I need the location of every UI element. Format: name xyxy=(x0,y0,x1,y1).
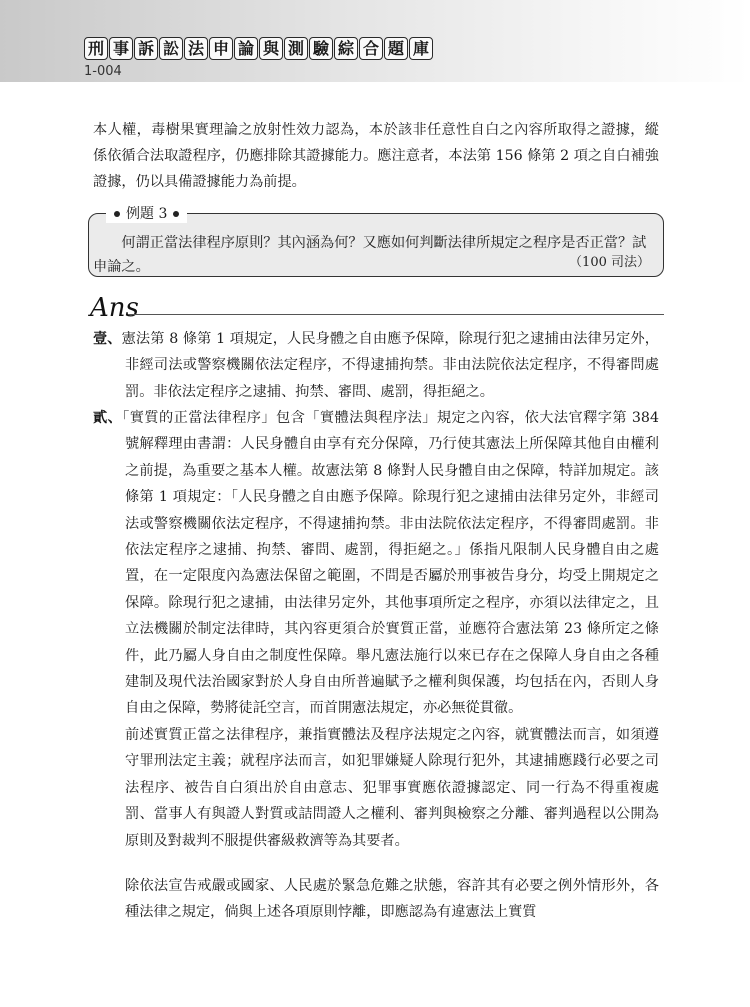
intro-paragraph: 本人權，毒樹果實理論之放射性效力認為，本於該非任意性自白之內容所取得之證據，縱係依循合法取證程序，仍應排除其證據能力。應注意者，本法第 156 條第 2 項之自白補強證據，仍以具備證據能力為前提。 xyxy=(93,122,659,190)
bullet-dot-icon xyxy=(114,211,120,217)
title-char: 測 xyxy=(284,37,308,60)
bullet-dot-icon xyxy=(173,211,179,217)
title-char: 綜 xyxy=(334,37,358,60)
item-text: 「實質的正當法律程序」包含「實體法與程序法」規定之內容，依大法官釋字第 384 號解釋理由書謂：人民身體自由享有充分保障，乃行使其憲法上所保障其他自由權利之前提，為重要之基本人權。故憲法第 8 條對人民身體自由之保障，特詳加規定。該條第 1 項規定：「人民身體之自由應予保障。除現行犯之逮捕由法律另定外，非經司法或警察機關依法定程序，不得逮捕拘禁。非由法院依法定程序，不得審問處罰。非依法定程序之逮捕、拘禁、審問、處罰，得拒絕之。」係指凡限制人民身體自由之處置，在一定限度內為憲法保留之範圍，不問是否屬於刑事被告身分，均受上開規定之保障。除現行犯之逮捕，由法律另定外，其他事項所定之程序，亦須以法律定之，且立法機關於制定法律時，其內容更須合於實質正當，並應符合憲法第 23 條所定之條件，此乃屬人身自由之制度性保障。舉凡憲法施行以來已存在之保障人身自由之各種建制及現代法治國家對於人身自由所普遍賦予之權利與保護，均包括在內，否則人身自由之保障，勢將徒託空言，而首開憲法規定，亦必無從貫徹。 xyxy=(122,410,659,717)
title-char: 題 xyxy=(384,37,408,60)
title-char: 事 xyxy=(109,37,133,60)
answer-paragraph: 前述實質正當之法律程序，兼指實體法及程序法規定之內容，就實體法而言，如須遵守罪刑法定主義；就程序法而言，如犯罪嫌疑人除現行犯外，其逮捕應踐行必要之司法程序、被告自白須出於自由意志、犯罪事實應依證據認定、同一行為不得重複處罰、當事人有與證人對質或詰問證人之權利、審判與檢察之分離、審判過程以公開為原則及對裁判不服提供審級救濟等為其要者。 xyxy=(125,727,659,849)
answer-paragraph: 除依法宣告戒嚴或國家、人民處於緊急危難之狀態，容許其有必要之例外情形外，各種法律之規定，倘與上述各項原則悖離，即應認為有違憲法上實質 xyxy=(125,878,659,921)
example-label xyxy=(106,205,187,223)
answer-divider xyxy=(128,314,664,315)
item-number: 壹、 xyxy=(93,331,122,347)
title-char: 訟 xyxy=(159,37,183,60)
answer-item xyxy=(93,405,659,722)
answer-mark: Ans xyxy=(90,293,139,323)
item-text: 憲法第 8 條第 1 項規定，人民身體之自由應予保障，除現行犯之逮捕由法律另定外，非經司法或警察機關依法定程序，不得逮捕拘禁。非由法院依法定程序，不得審問處罰。非依法定程序之逮捕、拘禁、審問、處罰，得拒絕之。 xyxy=(121,331,659,400)
title-char: 驗 xyxy=(309,37,333,60)
title-char: 與 xyxy=(259,37,283,60)
book-title xyxy=(84,37,433,60)
title-char: 申 xyxy=(209,37,233,60)
example-source: （100 司法） xyxy=(569,255,650,270)
title-char: 論 xyxy=(234,37,258,60)
page-number: 1-004 xyxy=(84,64,122,79)
answer-item xyxy=(93,326,659,405)
title-char: 合 xyxy=(359,37,383,60)
item-number: 貳、 xyxy=(93,410,123,426)
title-char: 法 xyxy=(184,37,208,60)
title-char: 刑 xyxy=(84,37,108,60)
example-question: 何謂正當法律程序原則？其內涵為何？又應如何判斷法律所規定之程序是否正當？試申論之。 xyxy=(93,235,647,275)
example-label-text: 例題 3 xyxy=(126,206,168,222)
title-char: 庫 xyxy=(409,37,433,60)
title-char: 訴 xyxy=(134,37,158,60)
